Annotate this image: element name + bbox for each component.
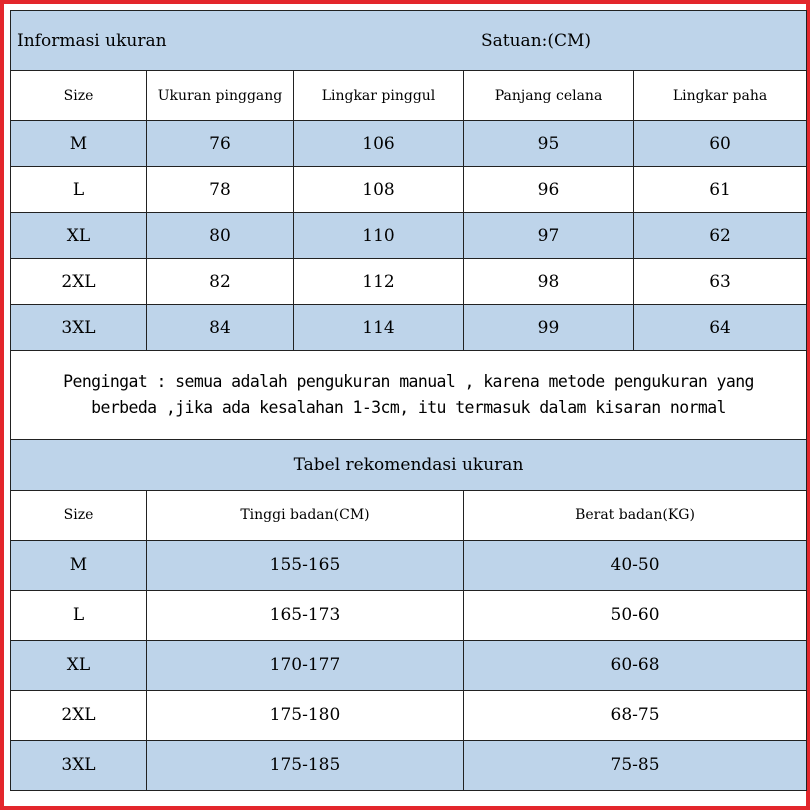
size-cell: L: [11, 167, 147, 213]
header-cell: Size: [11, 490, 147, 540]
weight-cell: 40-50: [464, 540, 807, 590]
weight-cell: 50-60: [464, 590, 807, 640]
table-row: [11, 540, 807, 590]
table-row: [11, 213, 807, 259]
length-cell: 95: [464, 121, 634, 167]
waist-cell: 84: [147, 305, 294, 351]
table-row: [11, 740, 807, 790]
table-row: [11, 259, 807, 305]
thigh-cell: 64: [634, 305, 807, 351]
header-cell: Ukuran pinggang: [147, 71, 294, 121]
recommendation-header: [11, 490, 807, 540]
size-table-title: Informasi ukuran: [17, 31, 167, 51]
header-cell: Berat badan(KG): [464, 490, 807, 540]
table-row: [11, 690, 807, 740]
length-cell: 98: [464, 259, 634, 305]
header-cell: Panjang celana: [464, 71, 634, 121]
size-table: [10, 10, 807, 440]
size-chart: [10, 10, 806, 806]
length-cell: 99: [464, 305, 634, 351]
height-cell: 170-177: [147, 640, 464, 690]
table-row: [11, 590, 807, 640]
recommendation-table: [10, 439, 807, 791]
weight-cell: 68-75: [464, 690, 807, 740]
size-cell: 2XL: [11, 690, 147, 740]
note-line-1: Pengingat : semua adalah pengukuran manual , karena metode pengukuran yang: [63, 372, 754, 391]
waist-cell: 78: [147, 167, 294, 213]
length-cell: 96: [464, 167, 634, 213]
size-cell: L: [11, 590, 147, 640]
header-cell: Lingkar pinggul: [294, 71, 464, 121]
recommendation-title: Tabel rekomendasi ukuran: [11, 439, 807, 490]
hip-cell: 112: [294, 259, 464, 305]
table-row: [11, 121, 807, 167]
size-table-header: [11, 71, 807, 121]
waist-cell: 80: [147, 213, 294, 259]
waist-cell: 82: [147, 259, 294, 305]
height-cell: 175-185: [147, 740, 464, 790]
header-cell: Lingkar paha: [634, 71, 807, 121]
hip-cell: 106: [294, 121, 464, 167]
table-row: [11, 305, 807, 351]
header-cell: Size: [11, 71, 147, 121]
thigh-cell: 63: [634, 259, 807, 305]
length-cell: 97: [464, 213, 634, 259]
thigh-cell: 62: [634, 213, 807, 259]
weight-cell: 60-68: [464, 640, 807, 690]
note-line-2: berbeda ,jika ada kesalahan 1-3cm, itu termasuk dalam kisaran normal: [91, 398, 726, 417]
hip-cell: 114: [294, 305, 464, 351]
waist-cell: 76: [147, 121, 294, 167]
table-row: [11, 640, 807, 690]
thigh-cell: 61: [634, 167, 807, 213]
measurement-note: [11, 351, 807, 440]
size-cell: 3XL: [11, 305, 147, 351]
size-table-title-bar: [11, 11, 807, 71]
weight-cell: 75-85: [464, 740, 807, 790]
table-row: [11, 167, 807, 213]
thigh-cell: 60: [634, 121, 807, 167]
size-cell: M: [11, 121, 147, 167]
header-cell: Tinggi badan(CM): [147, 490, 464, 540]
size-cell: M: [11, 540, 147, 590]
unit-label: Satuan:(CM): [481, 31, 592, 51]
size-cell: XL: [11, 213, 147, 259]
hip-cell: 110: [294, 213, 464, 259]
size-cell: 3XL: [11, 740, 147, 790]
hip-cell: 108: [294, 167, 464, 213]
height-cell: 175-180: [147, 690, 464, 740]
height-cell: 155-165: [147, 540, 464, 590]
size-cell: XL: [11, 640, 147, 690]
size-cell: 2XL: [11, 259, 147, 305]
height-cell: 165-173: [147, 590, 464, 640]
